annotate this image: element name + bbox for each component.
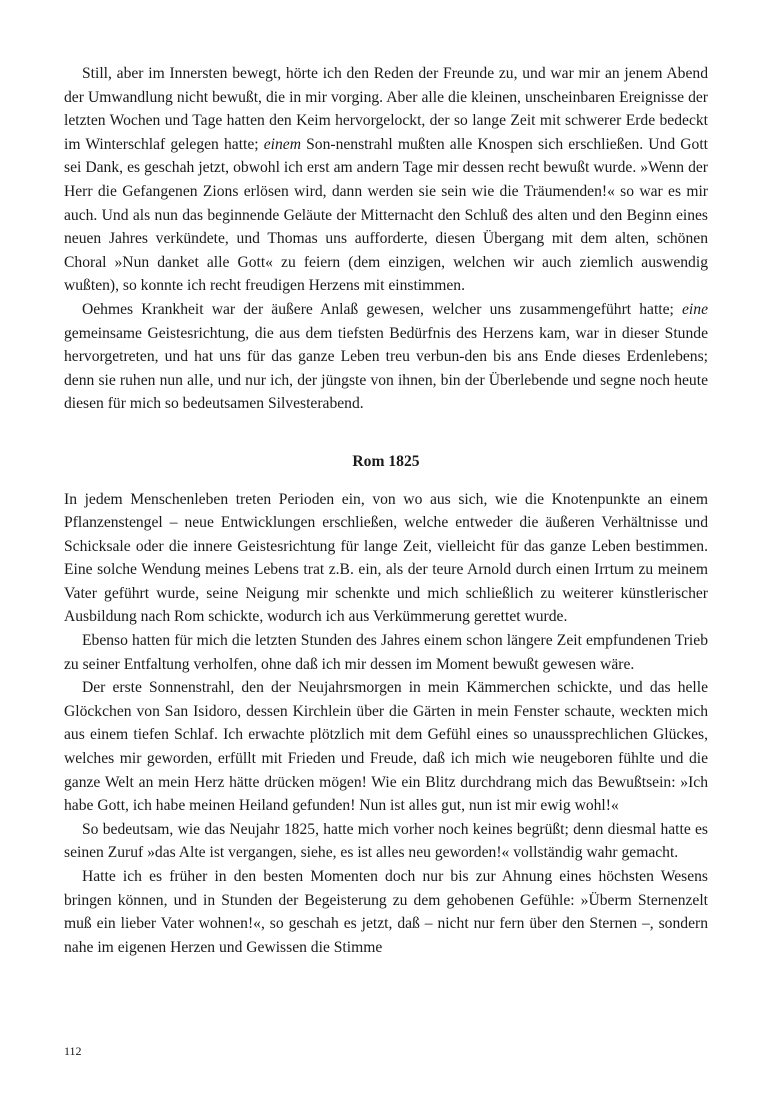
text-run: Der erste Sonnenstrahl, den der Neujahrsmorgen in mein Kämmerchen schickte, und das helle Glöckchen von San Isidoro, dessen Kirchlein über die Gärten in mein Fenster schaute, weckten mich aus einem tiefen Schlaf. Ich erwachte plötzlich mit dem Gefühl eines so unaussprechlichen Glückes, welches mir geworden, erfüllt mit Frieden und Freude, daß ich mich wie neugeboren fühlte und die ganze Welt an mein Herz hätte drücken mögen! Wie ein Blitz durchdrang mich das Bewußtsein: »Ich habe Gott, ich habe meinen Heiland gefunden! Nun ist alles gut, nun ist mir ewig wohl!« (64, 679, 708, 815)
text-run: Ebenso hatten für mich die letzten Stunden des Jahres einem schon längere Zeit empfundenen Trieb zu seiner Entfaltung verholfen, ohne daß ich mir dessen im Moment bewußt gewesen wäre. (64, 632, 708, 673)
italic-text-run: eine (682, 300, 708, 318)
paragraph (64, 62, 708, 298)
text-block-after (64, 488, 708, 960)
italic-text-run: einem (263, 135, 301, 153)
paragraph (64, 818, 708, 865)
text-block-before (64, 62, 708, 416)
text-run: Still, aber im Innersten bewegt, hörte ich den Reden der Freunde zu, und war mir an jenem Abend der Umwandlung nicht bewußt, die in mir vorging. Aber alle die kleinen, unscheinbaren Ereignisse der letzten Wochen und Tage hatten den Keim hervorgelockt, der so lange Zeit mit schwerer Erde bedeckt im Winterschlaf gelegen hatte; (64, 65, 708, 153)
book-page (64, 62, 708, 959)
text-run: gemeinsame Geistesrichtung, die aus dem tiefsten Bedürfnis des Herzens kam, war in dieser Stunde hervorgetreten, und hat uns für das ganze Leben treu verbun-den bis ans Ende dieses Erdenlebens; denn sie ruhen nun alle, und nur ich, der jüngste von ihnen, bin der Überlebende und segne noch heute diesen für mich so bedeutsamen Silvesterabend. (64, 324, 708, 413)
paragraph (64, 865, 708, 959)
paragraph (64, 298, 708, 416)
text-run: Hatte ich es früher in den besten Momenten doch nur bis zur Ahnung eines höchsten Wesens bringen können, und in Stunden der Begeisterung zu dem gehobenen Gefühle: »Überm Sternenzelt muß ein lieber Vater wohnen!«, so geschah es jetzt, daß – nicht nur fern über den Sternen –, sondern nahe im eigenen Herzen und Gewissen die Stimme (64, 868, 708, 956)
section-heading: Rom 1825 (352, 452, 420, 470)
paragraph (64, 676, 708, 818)
paragraph (64, 629, 708, 676)
section-spacer (64, 416, 708, 450)
text-run: Son-nenstrahl mußten alle Knospen sich erschließen. Und Gott sei Dank, es geschah jetzt, obwohl ich erst am andern Tage mir dessen recht bewußt wurde. »Wenn der Herr die Gefangenen Zions erlösen wird, dann werden sie sein wie die Träumenden!« so war es mir auch. Und als nun das beginnende Geläute der Mitternacht den Schluß des alten und den Beginn eines neuen Jahres verkündete, und Thomas uns aufforderte, diesen Übergang mit dem alten, schönen Choral »Nun danket alle Gott« zu feiern (dem einzigen, welchen wir auch ziemlich auswendig wußten), so konnte ich recht freudigen Herzens mit einstimmen. (64, 135, 708, 295)
text-run: In jedem Menschenleben treten Perioden ein, von wo aus sich, wie die Knotenpunkte an einem Pflanzenstengel – neue Entwicklungen erschließen, welche entweder die äußeren Verhältnisse und Schicksale oder die innere Geistesrichtung für lange Zeit, vielleicht für das ganze Leben bestimmen. Eine solche Wendung meines Lebens trat z.B. ein, als der teure Arnold durch einen Irrtum zu meinem Vater geführt wurde, seine Neigung mir schenkte und mich schließlich zu weiterer künstlerischer Ausbildung nach Rom schickte, wodurch ich aus Verkümmerung gerettet wurde. (64, 490, 708, 626)
text-run: So bedeutsam, wie das Neujahr 1825, hatte mich vorher noch keines begrüßt; denn diesmal hatte es seinen Zuruf »das Alte ist vergangen, siehe, es ist alles neu geworden!« vollständig wahr gemacht. (64, 820, 708, 862)
page-number: 112 (64, 1044, 82, 1058)
text-run: Oehmes Krankheit war der äußere Anlaß gewesen, welcher uns zusammengeführt hatte; (82, 300, 683, 318)
paragraph (64, 488, 708, 630)
heading-spacer (64, 474, 708, 488)
